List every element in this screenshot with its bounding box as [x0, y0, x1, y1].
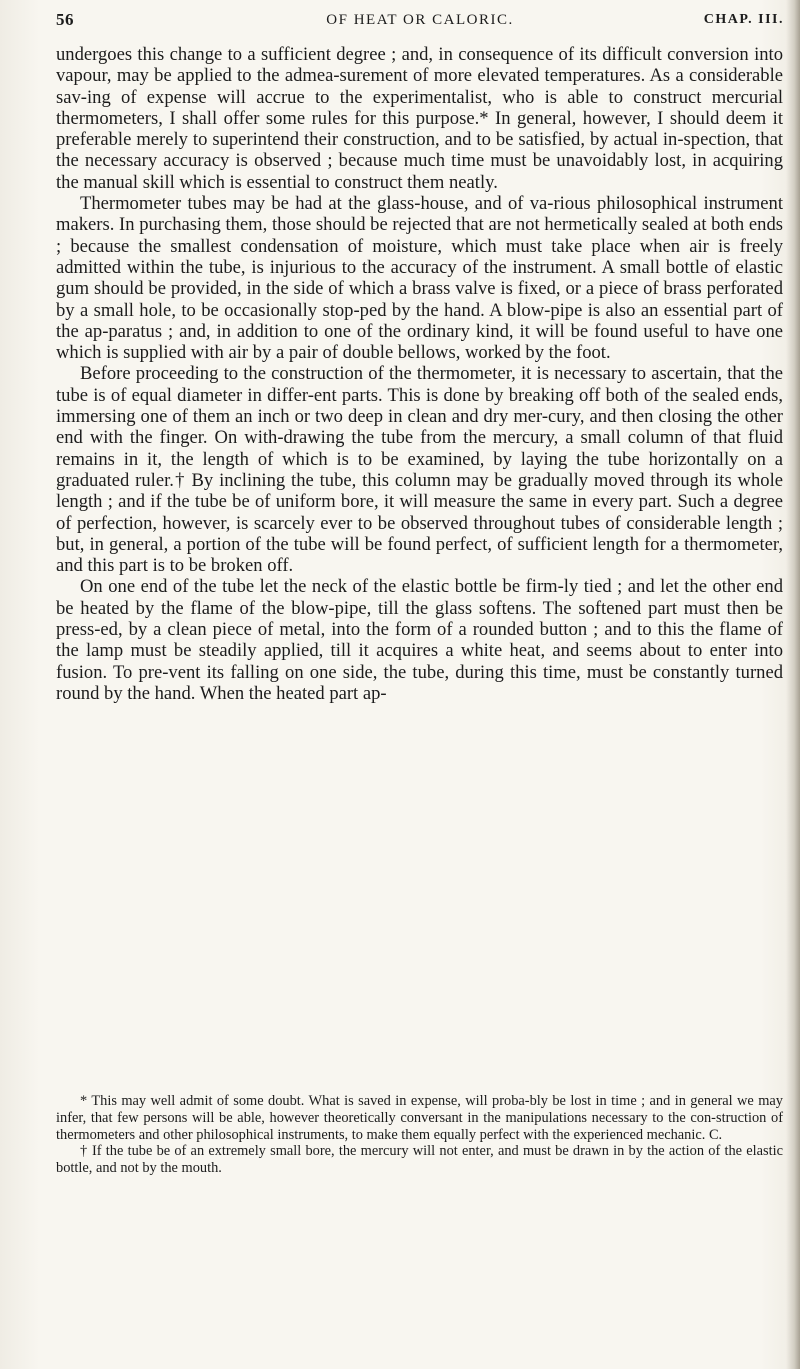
page-number: 56	[56, 10, 74, 29]
page-edge-shadow	[786, 0, 800, 1369]
chapter-label: CHAP. III.	[703, 12, 784, 27]
paragraph-continuation: undergoes this change to a sufficient degree ; and, in consequence of its difficult conversion into vapour, may be applied to the admea-surement of more elevated temperatures. As a considerable sav-ing of expense will accrue to the experimentalist, who is able to construct mercurial thermometers, I shall offer some rules for this purpose.* In general, however, I should deem it preferable merely to superintend their construction, and to be satisfied, by actual in-spection, that the necessary accuracy is observed ; because much time must be unavoidably lost, in acquiring the manual skill which is essential to construct them neatly.	[56, 44, 783, 193]
paragraph-thermometer-tubes: Thermometer tubes may be had at the glass-house, and of va-rious philosophical instrument makers. In purchasing them, those should be rejected that are not hermetically sealed at both ends ; because the smallest condensation of moisture, which must take place when air is freely admitted within the tube, is injurious to the accuracy of the instrument. A small bottle of elastic gum should be provided, in the side of which a brass valve is fixed, or a piece of brass perforated by a small hole, to be occasionally stop-ped by the hand. A blow-pipe is also an essential part of the ap-paratus ; and, in addition to one of the ordinary kind, it will be found useful to have one which is supplied with air by a pair of double bellows, worked by the foot.	[56, 193, 783, 364]
footnotes	[56, 1093, 783, 1177]
footnote-asterisk: * This may well admit of some doubt. What is saved in expense, will proba-bly be lost in time ; and in general we may infer, that few persons will be able, however theoretically conversant in the manipulations necessary to the con-struction of thermometers and other philosophical instruments, to make them equally perfect with the experienced mechanic. C.	[56, 1093, 783, 1143]
paragraph-blowing-bulb: On one end of the tube let the neck of the elastic bottle be firm-ly tied ; and let the other end be heated by the flame of the blow-pipe, till the glass softens. The softened part must then be press-ed, by a clean piece of metal, into the form of a rounded button ; and to this the flame of the lamp must be steadily applied, till it acquires a white heat, and seems about to enter into fusion. To pre-vent its falling on one side, the tube, during this time, must be constantly turned round by the hand. When the heated part ap-	[56, 576, 783, 704]
footnote-dagger: † If the tube be of an extremely small bore, the mercury will not enter, and must be drawn in by the action of the elastic bottle, and not by the mouth.	[56, 1143, 783, 1177]
running-title: OF HEAT OR CALORIC.	[326, 12, 514, 28]
page-header	[56, 8, 784, 34]
body-text	[56, 44, 783, 704]
paragraph-equal-diameter: Before proceeding to the construction of the thermometer, it is necessary to ascertain, that the tube is of equal diameter in differ-ent parts. This is done by breaking off both of the sealed ends, immersing one of them an inch or two deep in clean and dry mer-cury, and then closing the other end with the finger. On with-drawing the tube from the mercury, a small column of that fluid remains in it, the length of which is to be examined, by laying the tube horizontally on a graduated ruler.† By inclining the tube, this column may be gradually moved through its whole length ; and if the tube be of uniform bore, it will measure the same in every part. Such a degree of perfection, however, is scarcely ever to be observed throughout tubes of considerable length ; but, in general, a portion of the tube will be found perfect, of sufficient length for a thermometer, and this part is to be broken off.	[56, 363, 783, 577]
